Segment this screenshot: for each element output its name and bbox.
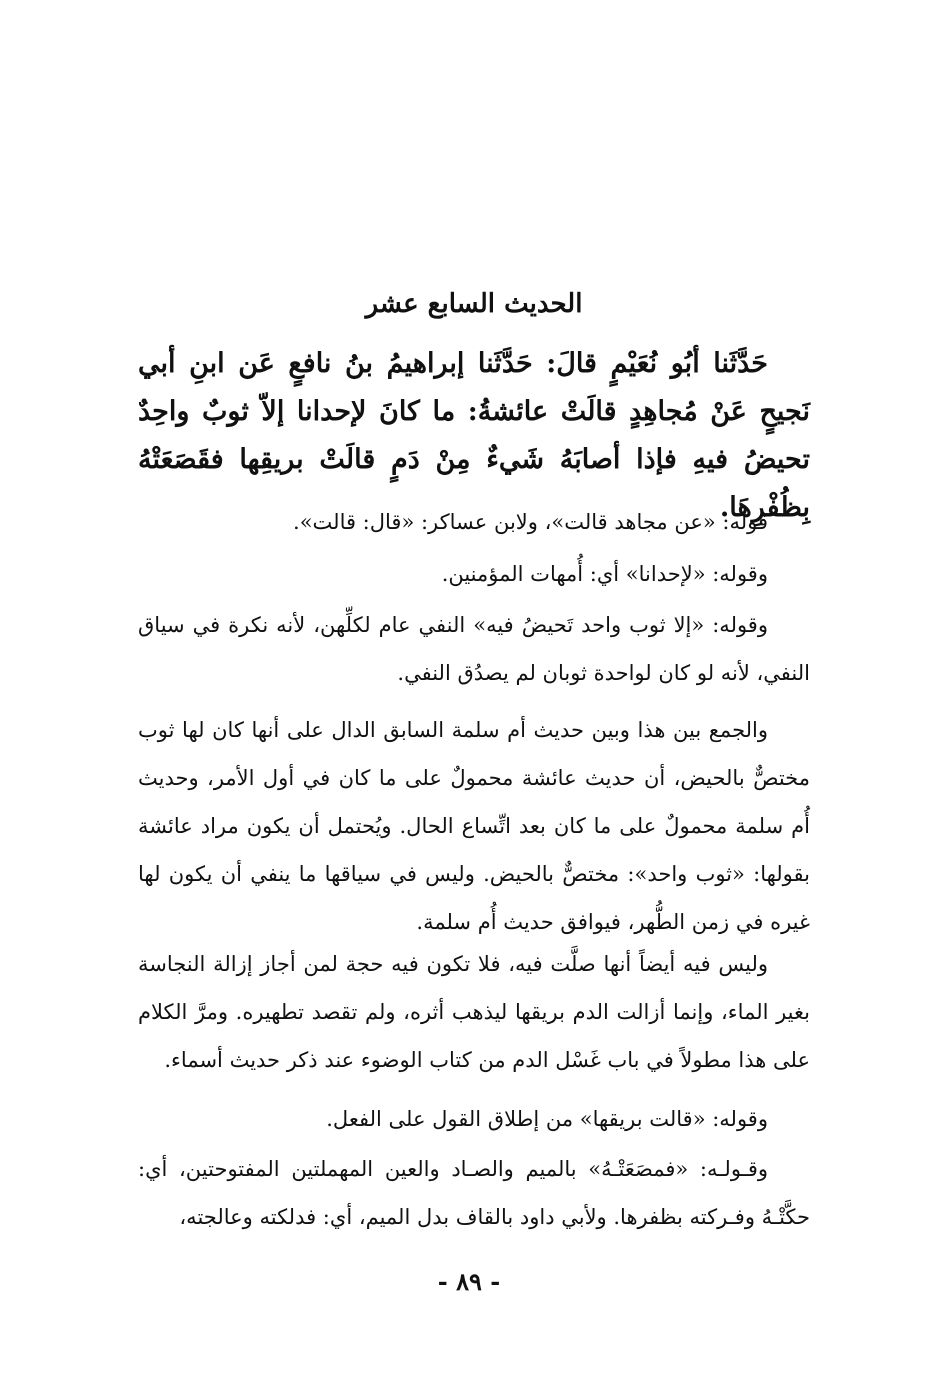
commentary-paragraph: والجمع بين هذا وبين حديث أم سلمة السابق الدال على أنها كان لها ثوب مختصٌّ بالحيض، أن حديث عائشة محمولٌ على ما كان في أول الأمر، وحديث أُم سلمة محمولٌ على ما كان بعد اتِّساع الحال. ويُحتمل أن يكون مراد عائشة بقولها: «ثوب واحد»: مختصٌّ بالحيض. وليس في سياقها ما ينفي أن يكون لها غيره في زمن الطُّهر، فيوافق حديث أُم سلمة.: [138, 718, 810, 934]
commentary-paragraph: وقوله: «لإحدانا» أي: أُمهات المؤمنين.: [441, 562, 768, 586]
commentary-paragraph: وقوله: «إلا ثوب واحد تَحيضُ فيه» النفي عام لكلِّهن، لأنه نكرة في سياق النفي، لأنه لو كان لواحدة ثوبان لم يصدُق النفي.: [138, 613, 810, 685]
commentary-paragraph: قوله: «عن مجاهد قالت»، ولابن عساكر: «قال: قالت».: [293, 510, 768, 534]
hadith-text: حَدَّثَنا أبُو نُعَيْمٍ قالَ: حَدَّثَنا إبراهيمُ بنُ نافعٍ عَن ابنِ أبي نَجيحٍ عَنْ مُجاهِدٍ قالَتْ عائشةُ: ما كانَ لإحدانا إلاّ ثوبٌ واحِدٌ تحيضُ فيهِ فإذا أصابَهُ شَيءٌ مِنْ دَمٍ قالَتْ بريقِها فقَصَعَتْهُ بِظُفْرِهَا.: [138, 348, 810, 523]
commentary-paragraph: وقوله: «قالت بريقها» من إطلاق القول على الفعل.: [326, 1107, 768, 1131]
commentary-paragraph: وليس فيه أيضاً أنها صلَّت فيه، فلا تكون فيه حجة لمن أجاز إزالة النجاسة بغير الماء، وإنما أزالت الدم بريقها ليذهب أثره، ولم تقصد تطهيره. ومرَّ الكلام على هذا مطولاً في باب غَسْل الدم من كتاب الوضوء عند ذكر حديث أسماء.: [138, 952, 810, 1072]
commentary-paragraph: وقـولـه: «فمصَعَتْـهُ» بالميم والصـاد والعين المهملتين المفتوحتين، أي: حكَّتْـهُ وفـركته بظفرها. ولأبي داود بالقاف بدل الميم، أي: فدلكته وعالجته،: [138, 1157, 810, 1229]
page-number: - ٨٩ -: [437, 1267, 501, 1296]
section-heading: الحديث السابع عشر: [365, 289, 583, 319]
